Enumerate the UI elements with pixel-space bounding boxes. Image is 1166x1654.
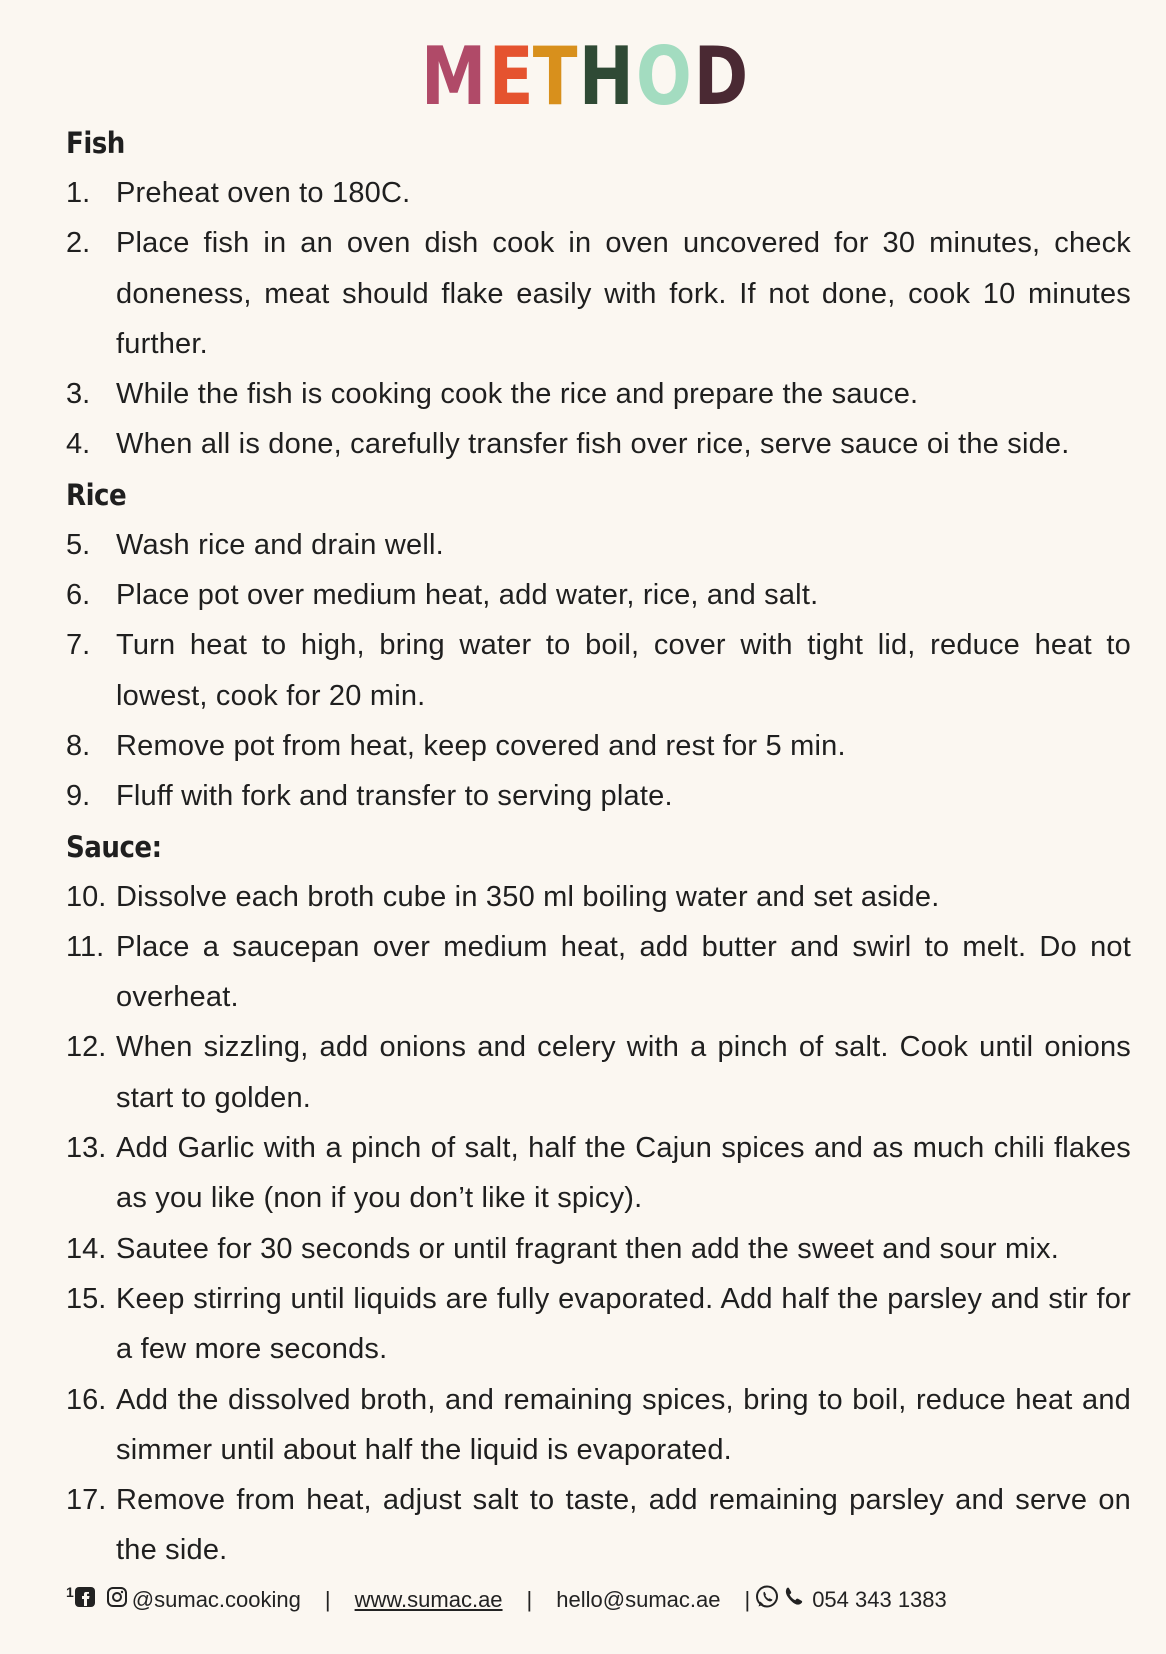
step-text: When all is done, carefully transfer fish over rice, serve sauce oi the side. (116, 428, 1070, 461)
page-title (0, 30, 1166, 123)
step-number: 10. (66, 880, 107, 913)
method-step (66, 1123, 1131, 1224)
step-text: Sautee for 30 seconds or until fragrant then add the sweet and sour mix. (116, 1232, 1059, 1265)
method-step (66, 520, 1131, 570)
step-text: Preheat oven to 180C. (116, 177, 411, 209)
title-letter: M (420, 30, 485, 123)
footer (66, 1580, 1106, 1620)
title-letter: T (532, 30, 577, 123)
step-number: 7. (66, 629, 91, 662)
separator: | (526, 1587, 533, 1612)
title-letter: E (488, 30, 532, 123)
step-text: Remove pot from heat, keep covered and rest for 5 min. (116, 729, 846, 762)
method-step (66, 1375, 1131, 1476)
step-text: Wash rice and drain well. (116, 528, 444, 561)
facebook-icon[interactable] (74, 1586, 96, 1614)
section-heading: Sauce: (66, 829, 162, 864)
email-text[interactable]: hello@sumac.ae (556, 1587, 721, 1612)
step-number: 8. (66, 729, 91, 762)
separator: | (744, 1587, 751, 1612)
method-step (66, 168, 1131, 218)
step-text: Dissolve each broth cube in 350 ml boiling water and set aside. (116, 880, 940, 913)
section-heading: Fish (66, 126, 125, 160)
method-content (66, 118, 1131, 1576)
title-letter: O (635, 30, 690, 123)
method-step (66, 1274, 1131, 1375)
method-step (66, 922, 1131, 1023)
step-text: Keep stirring until liquids are fully evaporated. Add half the parsley and stir for a few more seconds. (116, 1282, 1131, 1366)
step-text: Turn heat to high, bring water to boil, cover with tight lid, reduce heat to lowest, cook for 20 min. (116, 629, 1131, 712)
method-step (66, 369, 1131, 419)
step-number: 5. (66, 528, 91, 561)
step-number: 11. (66, 930, 105, 963)
method-step (66, 1475, 1131, 1576)
separator: | (324, 1587, 331, 1612)
step-number: 6. (66, 579, 91, 612)
step-number: 12. (66, 1031, 107, 1064)
instagram-icon[interactable] (106, 1586, 128, 1614)
step-number: 3. (66, 378, 91, 411)
section-heading: Rice (66, 477, 127, 512)
instagram-handle[interactable]: @sumac.cooking (131, 1587, 301, 1612)
step-text: While the fish is cooking cook the rice and prepare the sauce. (116, 378, 919, 411)
title-letter: D (693, 30, 747, 123)
step-number: 15. (66, 1282, 107, 1315)
step-text: Fluff with fork and transfer to serving plate. (116, 780, 673, 813)
step-number: 4. (66, 428, 91, 461)
step-text: When sizzling, add onions and celery with a pinch of salt. Cook until onions start to golden. (116, 1031, 1131, 1114)
title-letter: H (578, 30, 632, 123)
method-step (66, 1224, 1131, 1274)
website-link[interactable]: www.sumac.ae (354, 1587, 503, 1612)
method-step (66, 218, 1131, 369)
step-number: 9. (66, 780, 91, 813)
phone-number[interactable]: 054 343 1383 (812, 1587, 947, 1612)
method-step (66, 419, 1131, 469)
step-text: Remove from heat, adjust salt to taste, add remaining parsley and serve on the side. (116, 1484, 1131, 1567)
step-text: Place pot over medium heat, add water, rice, and salt. (116, 579, 819, 612)
whatsapp-icon[interactable] (754, 1584, 780, 1616)
step-text: Add the dissolved broth, and remaining spices, bring to boil, reduce heat and simmer until about half the liquid is evaporated. (116, 1383, 1131, 1466)
method-step (66, 620, 1131, 721)
step-number: 13. (66, 1132, 107, 1165)
step-number: 17. (66, 1484, 107, 1517)
step-number: 2. (66, 227, 91, 260)
page-mark: 1 (66, 1584, 74, 1600)
method-step (66, 1022, 1131, 1123)
phone-icon[interactable] (782, 1586, 804, 1614)
method-step (66, 570, 1131, 620)
step-text: Place fish in an oven dish cook in oven uncovered for 30 minutes, check doneness, meat should flake easily with fork. If not done, cook 10 minutes further. (116, 227, 1131, 360)
step-text: Place a saucepan over medium heat, add butter and swirl to melt. Do not overheat. (116, 930, 1131, 1014)
step-text: Add Garlic with a pinch of salt, half the Cajun spices and as much chili flakes as you like (non if you don’t like it spicy). (116, 1132, 1131, 1215)
method-step (66, 771, 1131, 821)
step-number: 14. (66, 1232, 107, 1265)
method-step (66, 721, 1131, 771)
step-number: 16. (66, 1383, 107, 1416)
step-number: 1. (66, 177, 91, 209)
method-step (66, 872, 1131, 922)
